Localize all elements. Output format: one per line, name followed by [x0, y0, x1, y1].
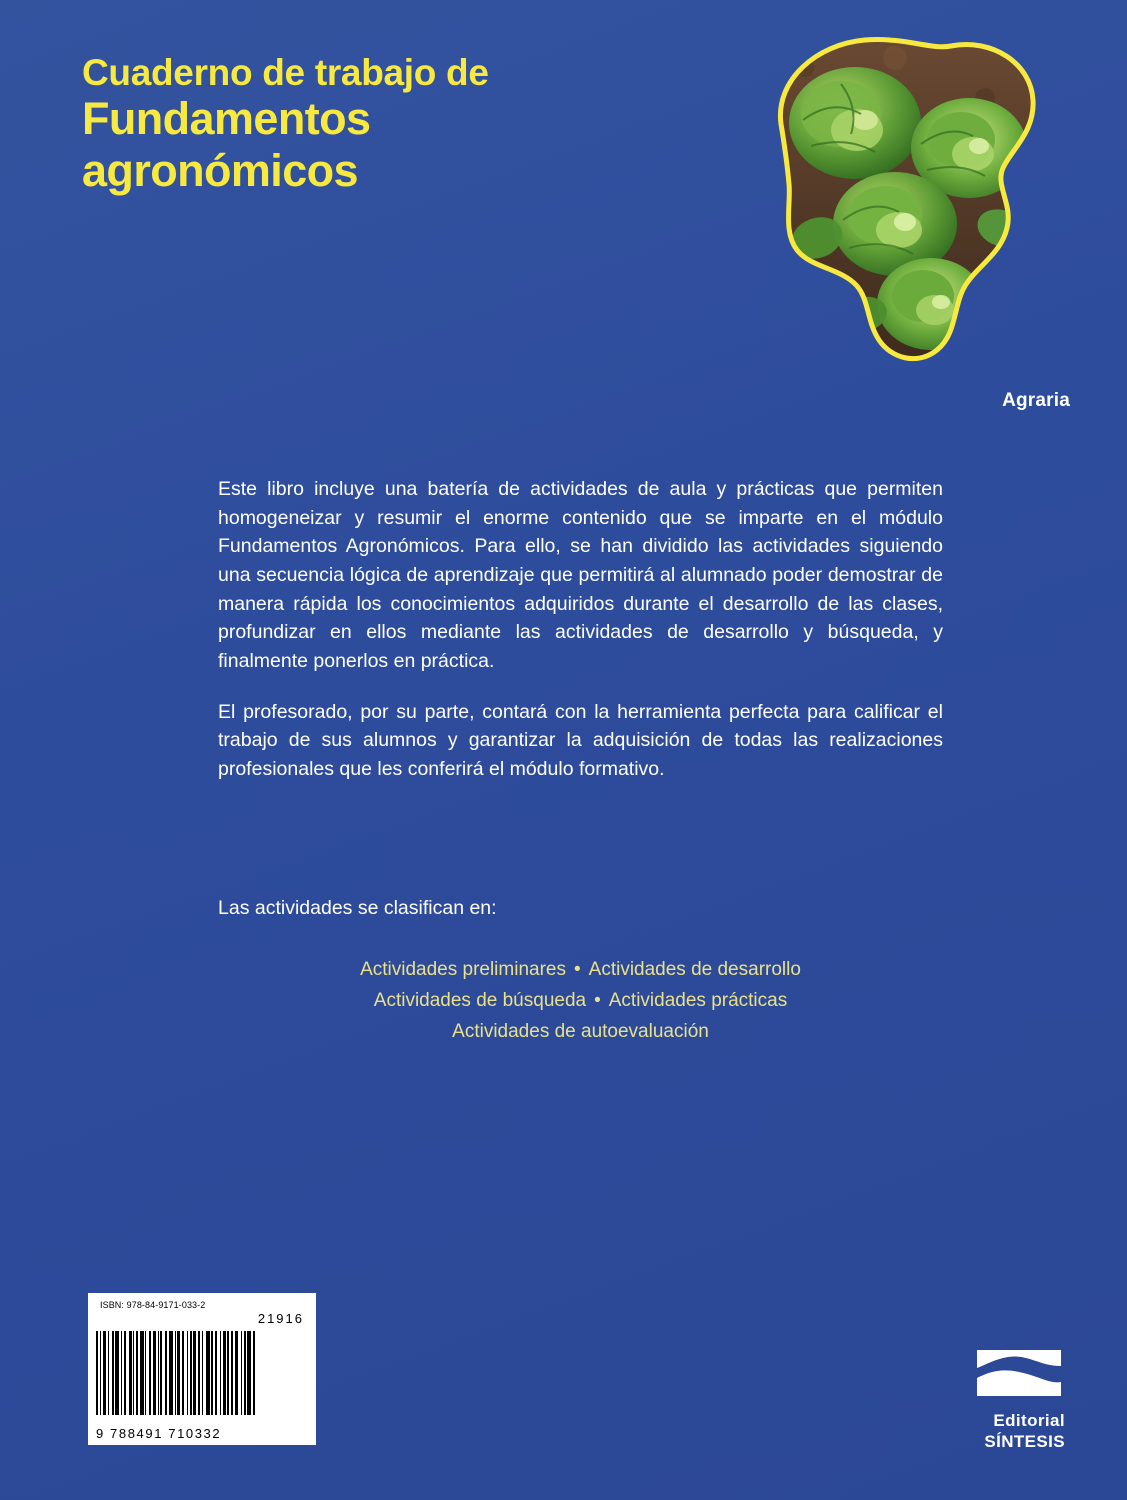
- lettuce-plants-photo: [745, 28, 1050, 373]
- title-block: [82, 52, 702, 196]
- barcode-addon: 21916: [257, 1311, 304, 1326]
- classification-row-3: [218, 1017, 943, 1048]
- classification-item-desarrollo: Actividades de desarrollo: [588, 959, 801, 980]
- classification-item-autoevaluacion: Actividades de autoevaluación: [452, 1020, 709, 1042]
- classification-row-2: [218, 986, 943, 1017]
- back-cover-blurb: [218, 475, 943, 784]
- publisher-name-line-2: SÍNTESIS: [984, 1431, 1065, 1451]
- series-label: Agraria: [1002, 390, 1070, 411]
- sintesis-wave-icon: [973, 1344, 1065, 1400]
- bullet-separator-icon: •: [573, 959, 581, 980]
- page-title-line-2: Fundamentos: [82, 93, 371, 145]
- classification-item-preliminares: Actividades preliminares: [360, 959, 566, 980]
- classification-item-busqueda: Actividades de búsqueda: [373, 989, 587, 1011]
- barcode: [88, 1293, 316, 1445]
- barcode-digits: 9 788491 710332: [96, 1426, 222, 1441]
- publisher-logo: [973, 1344, 1065, 1453]
- classification-row-1: [218, 955, 943, 986]
- publisher-name-line-1: Editorial: [993, 1410, 1065, 1430]
- isbn-label: ISBN: 978-84-9171-033-2: [100, 1300, 206, 1310]
- blurb-paragraph-2: El profesorado, por su parte, contará con la herramienta perfecta para calificar el trabajo de sus alumnos y garantizar la adquisición de todas las realizaciones profesionales que les conferirá el módulo formativo.: [218, 700, 943, 780]
- page-title-line-3: agronómicos: [82, 144, 358, 196]
- classification-item-practicas: Actividades prácticas: [608, 989, 788, 1011]
- blurb-paragraph-1: Este libro incluye una batería de actividades de aula y prácticas que permiten homogeneizar y resumir el enorme contenido que se imparte en el módulo Fundamentos Agronómicos. Para ello, se han dividido las actividades siguiendo una secuencia lógica de aprendizaje que permitirá al alumnado poder demostrar de manera rápida los conocimientos adquiridos durante el desarrollo de las clases, profundizar en ellos mediante las actividades de desarrollo y búsqueda, y finalmente ponerlos en práctica.: [218, 478, 943, 672]
- classification-list: [218, 955, 943, 1047]
- page-title-line-1: Cuaderno de trabajo de: [82, 52, 489, 93]
- bullet-separator-icon-2: •: [594, 989, 601, 1011]
- barcode-bars: [96, 1331, 308, 1415]
- classification-lead: Las actividades se clasifican en:: [218, 897, 497, 919]
